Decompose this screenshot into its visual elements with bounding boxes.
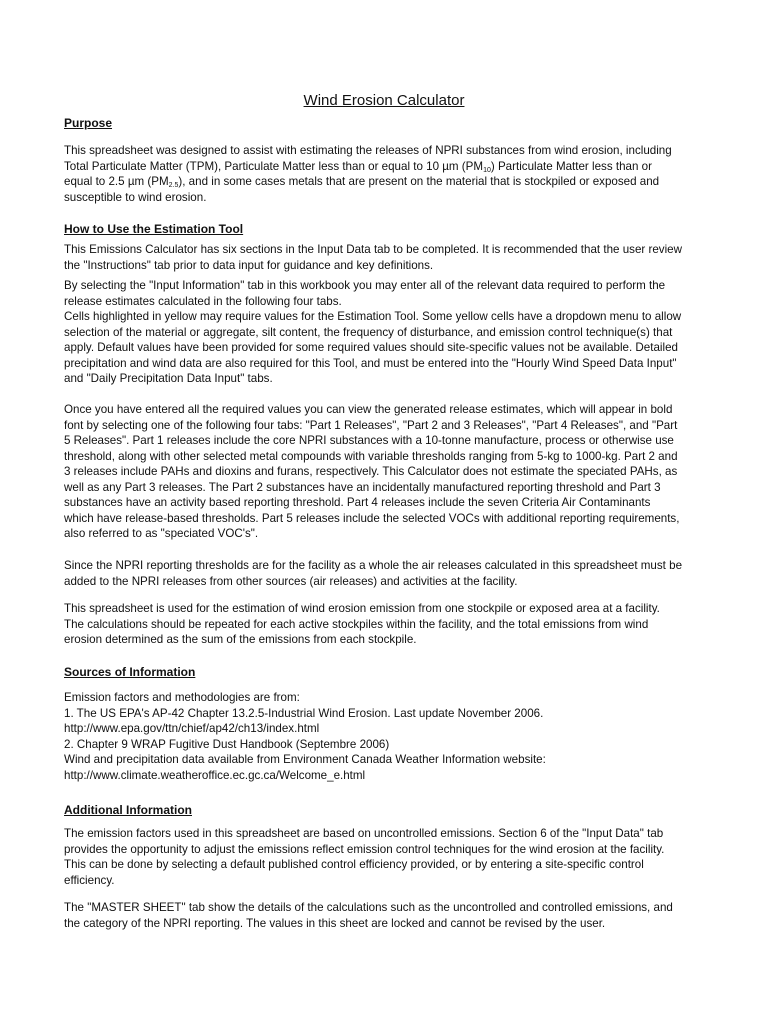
- howto-p3-line: 5 Releases". Part 1 releases include the core NPRI substances with a 10-tonne manufacture, process or otherwise use: [64, 434, 674, 447]
- purpose-line-3-text: equal to 2.5 µm (PM: [64, 175, 169, 188]
- howto-p5-line: erosion determined as the sum of the emissions from each stockpile.: [64, 633, 417, 646]
- purpose-line-4: susceptible to wind erosion.: [64, 190, 207, 204]
- howto-p2-line: and "Daily Precipitation Data Input" tabs.: [64, 372, 273, 385]
- howto-p5-line: The calculations should be repeated for each active stockpiles within the facility, and the total emissions from wind: [64, 617, 649, 631]
- howto-p3-line: font by selecting one of the following four tabs: "Part 1 Releases", "Part 2 and 3 Releases", "Part 4 Releases", and "Part: [64, 418, 678, 432]
- howto-p2-line: selection of the material or aggregate, silt content, the frequency of disturbance, and emission control technique(s) that: [64, 325, 673, 339]
- howto-p2-line: release estimates calculated in the following four tabs.: [64, 294, 342, 308]
- howto-p1-line: the "Instructions" tab prior to data input for guidance and key definitions.: [64, 258, 434, 272]
- howto-p3-line: Once you have entered all the required values you can view the generated release estimates, which will appear in bold: [64, 403, 673, 416]
- howto-p3-line: well as any Part 3 releases. The Part 2 substances have an incidentally manufactured reporting threshold and Part 3: [64, 480, 661, 494]
- purpose-line-2-text-end: ) Particulate Matter less than or: [490, 159, 652, 173]
- howto-paragraph-1: [64, 242, 726, 273]
- sources-link-epa: http://www.epa.gov/ttn/chief/ap42/ch13/index.html: [64, 722, 320, 735]
- purpose-line-3-text-end: ), and in some cases metals that are present on the material that is stockpiled or exposed and: [178, 175, 660, 188]
- howto-p3-line: substances have an activity based reporting threshold. Part 4 releases include the seven Criteria Air Contaminants: [64, 496, 651, 509]
- additional-p1-line: provides the opportunity to adjust the emissions reflect emission control techniques for the wind erosion at the facility.: [64, 842, 665, 856]
- howto-p4-line: Since the NPRI reporting thresholds are for the facility as a whole the air releases calculated in this spreadsheet must be: [64, 559, 683, 572]
- sources-p1-line: 1. The US EPA's AP-42 Chapter 13.2.5-Industrial Wind Erosion. Last update November 2006.: [64, 706, 544, 720]
- pm10-subscript: 10: [483, 166, 491, 174]
- howto-p2-line: By selecting the "Input Information" tab in this workbook you may enter all of the relevant data required to perform the: [64, 279, 666, 292]
- howto-p3-line: threshold, along with other selected metal compounds with variable thresholds ranging from 5-kg to 1000-kg. Part 2 and: [64, 449, 678, 463]
- howto-p2-line: Cells highlighted in yellow may require values for the Estimation Tool. Some yellow cells have a dropdown menu to allow: [64, 310, 682, 323]
- howto-p4-line: added to the NPRI releases from other sources (air releases) and activities at the facility.: [64, 574, 518, 588]
- purpose-paragraph: [64, 143, 726, 205]
- purpose-line-1: This spreadsheet was designed to assist with estimating the releases of NPRI substances from wind erosion, including: [64, 144, 672, 157]
- heading-additional-information: Additional Information: [64, 803, 192, 817]
- sources-paragraph-2: [64, 752, 726, 783]
- purpose-line-2-text: Total Particulate Matter (TPM), Particulate Matter less than or equal to 10 µm (PM: [64, 159, 484, 173]
- purpose-line-2: [64, 159, 726, 175]
- sources-paragraph-1: [64, 690, 726, 752]
- howto-paragraph-2: [64, 278, 726, 387]
- sources-link-weather: http://www.climate.weatheroffice.ec.gc.ca/Welcome_e.html: [64, 768, 366, 782]
- additional-p1-line: This can be done by selecting a default published control efficiency provided, or by entering a site-specific control: [64, 858, 644, 871]
- howto-p3-line: 3 releases include PAHs and dioxins and furans, respectively. This Calculator does not estimate the speciated PAHs, as: [64, 465, 678, 478]
- additional-paragraph-1: [64, 826, 726, 888]
- heading-sources: Sources of Information: [64, 665, 196, 679]
- howto-p1-line: This Emissions Calculator has six sections in the Input Data tab to be completed. It is recommended that the user review: [64, 243, 682, 256]
- page-title: Wind Erosion Calculator: [303, 92, 465, 109]
- heading-how-to-use: How to Use the Estimation Tool: [64, 222, 244, 236]
- additional-paragraph-2: [64, 900, 726, 931]
- howto-p5-line: This spreadsheet is used for the estimation of wind erosion emission from one stockpile or exposed area at a facility.: [64, 602, 660, 615]
- howto-p2-line: precipitation and wind data are also required for this Tool, and must be entered into the "Hourly Wind Speed Data Input": [64, 356, 677, 370]
- heading-purpose: Purpose: [64, 116, 113, 130]
- additional-p1-line: efficiency.: [64, 873, 115, 887]
- additional-p2-line: The "MASTER SHEET" tab show the details of the calculations such as the uncontrolled and controlled emissions, and: [64, 901, 673, 914]
- howto-p3-line: also referred to as "speciated VOC's".: [64, 527, 259, 540]
- purpose-line-3: [64, 174, 726, 190]
- additional-p2-line: the category of the NPRI reporting. The values in this sheet are locked and cannot be revised by the user.: [64, 916, 606, 930]
- howto-p3-line: which have release-based thresholds. Part 5 releases include the selected VOCs with additional reporting requirements,: [64, 511, 680, 525]
- howto-paragraph-3: [64, 402, 726, 542]
- howto-paragraph-4: [64, 558, 726, 589]
- howto-p2-line: apply. Default values have been provided for some required values should site-specific values not be available. Detailed: [64, 341, 678, 354]
- pm25-subscript: 2.5: [168, 182, 179, 189]
- howto-paragraph-5: [64, 601, 726, 648]
- additional-p1-line: The emission factors used in this spreadsheet are based on uncontrolled emissions. Section 6 of the "Input Data" tab: [64, 827, 664, 840]
- sources-p2-line: Wind and precipitation data available from Environment Canada Weather Information website:: [64, 753, 546, 766]
- sources-p1-line: Emission factors and methodologies are from:: [64, 691, 300, 704]
- sources-p1-line: 2. Chapter 9 WRAP Fugitive Dust Handbook (Septembre 2006): [64, 737, 390, 751]
